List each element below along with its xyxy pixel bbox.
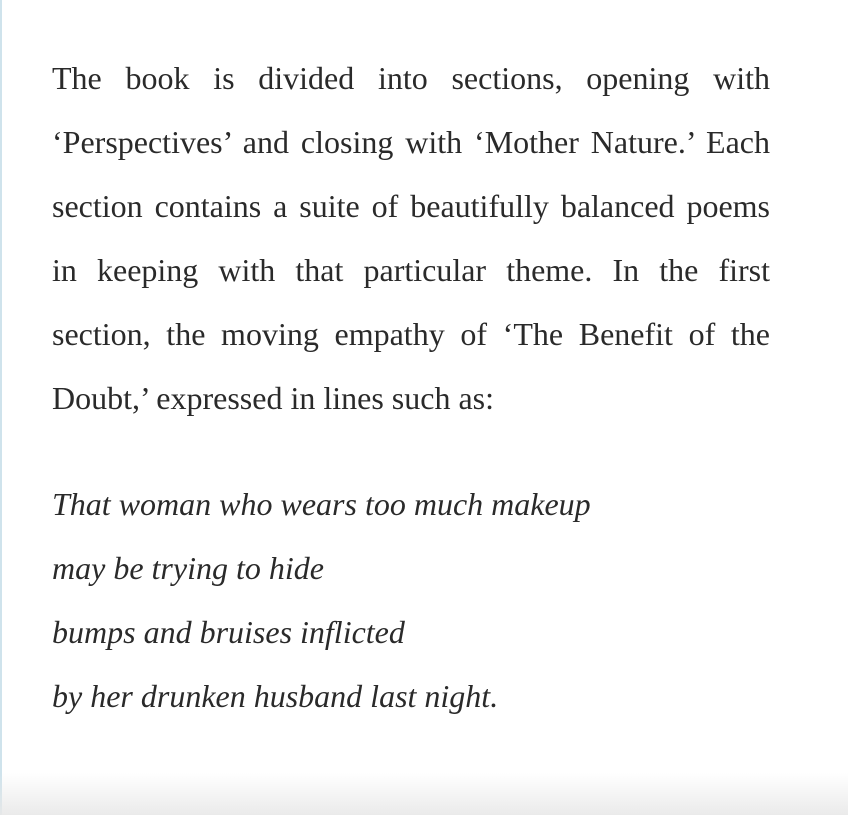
page-left-border [0,0,2,815]
poem-line: bumps and bruises inflicted [52,614,405,650]
poem-line: That woman who wears too much makeup [52,486,591,522]
poem-line: by her drunken husband last night. [52,678,499,714]
poem-excerpt [52,472,770,728]
bottom-scroll-fade [0,773,848,815]
article-body [52,46,770,728]
article-paragraph: The book is divided into sections, opening with ‘Perspectives’ and closing with ‘Mother Nature.’ Each section contains a suite of beautifully balanced poems in keeping with that particular theme. In the first section, the moving empathy of ‘The Benefit of the Doubt,’ expressed in lines such as: [52,60,770,416]
poem-line: may be trying to hide [52,550,324,586]
